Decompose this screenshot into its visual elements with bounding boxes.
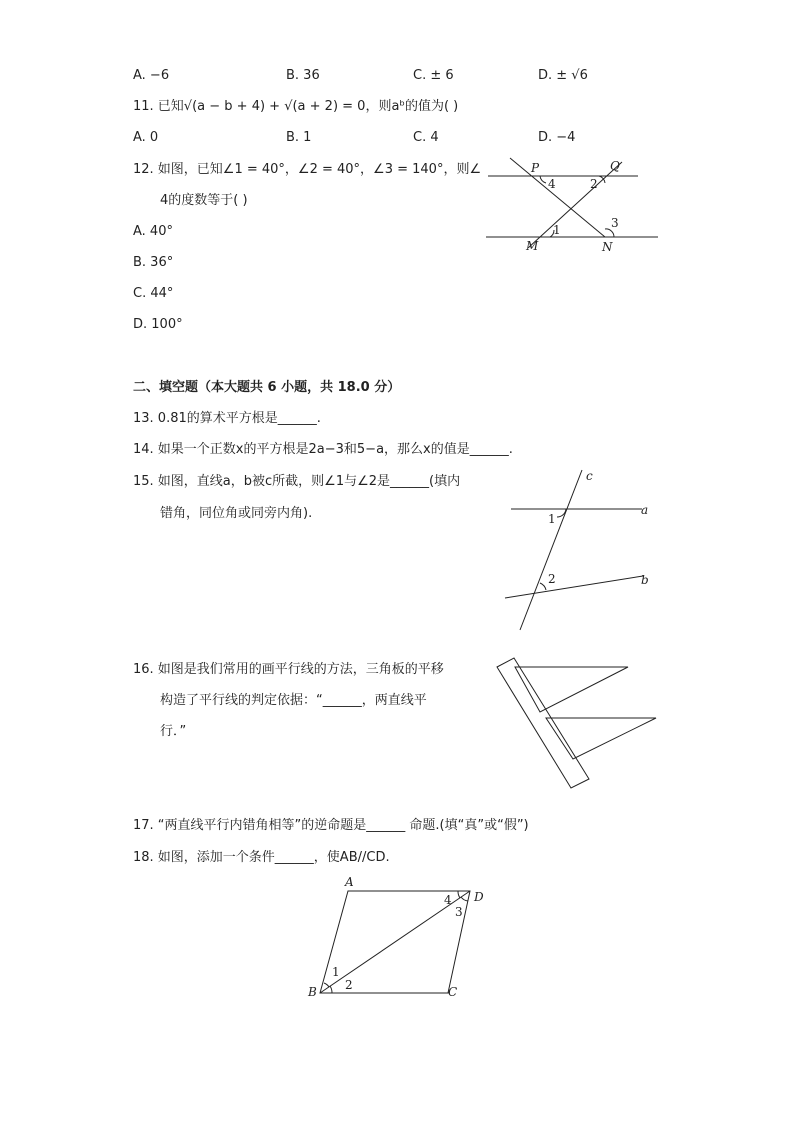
q11-option-d: D. −4 — [538, 130, 576, 145]
q10-option-d: D. ± √6 — [538, 68, 588, 83]
q12-option-c: C. 44° — [133, 286, 174, 301]
label-angle-1: 1 — [548, 512, 556, 526]
transversal-qm — [528, 162, 622, 248]
line-c — [520, 470, 582, 630]
angle-2-arc — [540, 583, 546, 590]
label-a: A — [345, 875, 354, 889]
angle-3-arc — [605, 229, 614, 237]
q15-figure — [495, 462, 665, 637]
angle-4-arc — [540, 176, 546, 183]
label-c: c — [586, 469, 593, 483]
q12-option-a: A. 40° — [133, 224, 173, 239]
label-angle-4: 4 — [548, 177, 556, 191]
q11-option-a: A. 0 — [133, 130, 159, 145]
label-angle-2: 2 — [345, 978, 353, 992]
label-n: N — [602, 240, 613, 254]
q11-option-b: B. 1 — [286, 130, 312, 145]
label-c: C — [448, 985, 458, 999]
q12-figure — [480, 150, 660, 260]
label-d: D — [474, 890, 484, 904]
q12-stem-line1: 12. 如图，已知∠1 = 40°，∠2 = 40°，∠3 = 140°，则∠ — [133, 162, 482, 177]
q12-option-d: D. 100° — [133, 317, 183, 332]
label-angle-2: 2 — [548, 572, 556, 586]
label-angle-1: 1 — [332, 965, 340, 979]
label-m: M — [526, 239, 539, 253]
label-angle-3: 3 — [611, 216, 619, 230]
label-p: P — [531, 161, 540, 175]
label-angle-1: 1 — [553, 223, 561, 237]
label-angle-2: 2 — [590, 177, 598, 191]
line-b — [505, 576, 643, 598]
triangle-bottom — [546, 718, 656, 759]
label-b: b — [641, 573, 649, 587]
q12-stem-line2: 4的度数等于( ) — [160, 193, 248, 208]
angle-3-arc — [461, 897, 468, 901]
q18-figure — [300, 872, 500, 1002]
q16-stem-line2: 构造了平行线的判定依据：“______，两直线平 — [160, 693, 427, 708]
label-q: Q — [610, 159, 620, 173]
q15-stem-line1: 15. 如图，直线a，b被c所截，则∠1与∠2是______(填内 — [133, 474, 461, 489]
q13-stem: 13. 0.81的算术平方根是______. — [133, 411, 321, 426]
angle-4-arc — [458, 891, 460, 898]
q10-option-a: A. −6 — [133, 68, 170, 83]
angle-1-arc — [324, 983, 329, 987]
angle-2-arc — [330, 986, 332, 993]
triangle-top — [515, 667, 628, 712]
label-angle-3: 3 — [455, 905, 463, 919]
label-b: B — [308, 985, 317, 999]
q14-stem: 14. 如果一个正数x的平方根是2a−3和5−a，那么x的值是______. — [133, 442, 513, 457]
q11-option-c: C. 4 — [413, 130, 439, 145]
q16-figure — [490, 652, 665, 792]
q17-stem: 17. “两直线平行内错角相等”的逆命题是______ 命题.(填“真”或“假”) — [133, 818, 529, 833]
q18-stem: 18. 如图，添加一个条件______，使AB//CD. — [133, 850, 390, 865]
ruler — [497, 658, 589, 788]
q11-stem: 11. 已知√(a − b + 4) + √(a + 2) = 0，则aᵇ的值为( ) — [133, 99, 459, 114]
section-heading: 二、填空题（本大题共 6 小题，共 18.0 分） — [133, 380, 401, 395]
q12-option-b: B. 36° — [133, 255, 174, 270]
q15-stem-line2: 错角，同位角或同旁内角). — [160, 506, 313, 521]
q10-option-b: B. 36 — [286, 68, 320, 83]
label-angle-4: 4 — [444, 893, 452, 907]
q16-stem-line1: 16. 如图是我们常用的画平行线的方法，三角板的平移 — [133, 662, 444, 677]
q10-option-c: C. ± 6 — [413, 68, 454, 83]
q16-stem-line3: 行．” — [160, 724, 187, 739]
label-a: a — [641, 503, 649, 517]
